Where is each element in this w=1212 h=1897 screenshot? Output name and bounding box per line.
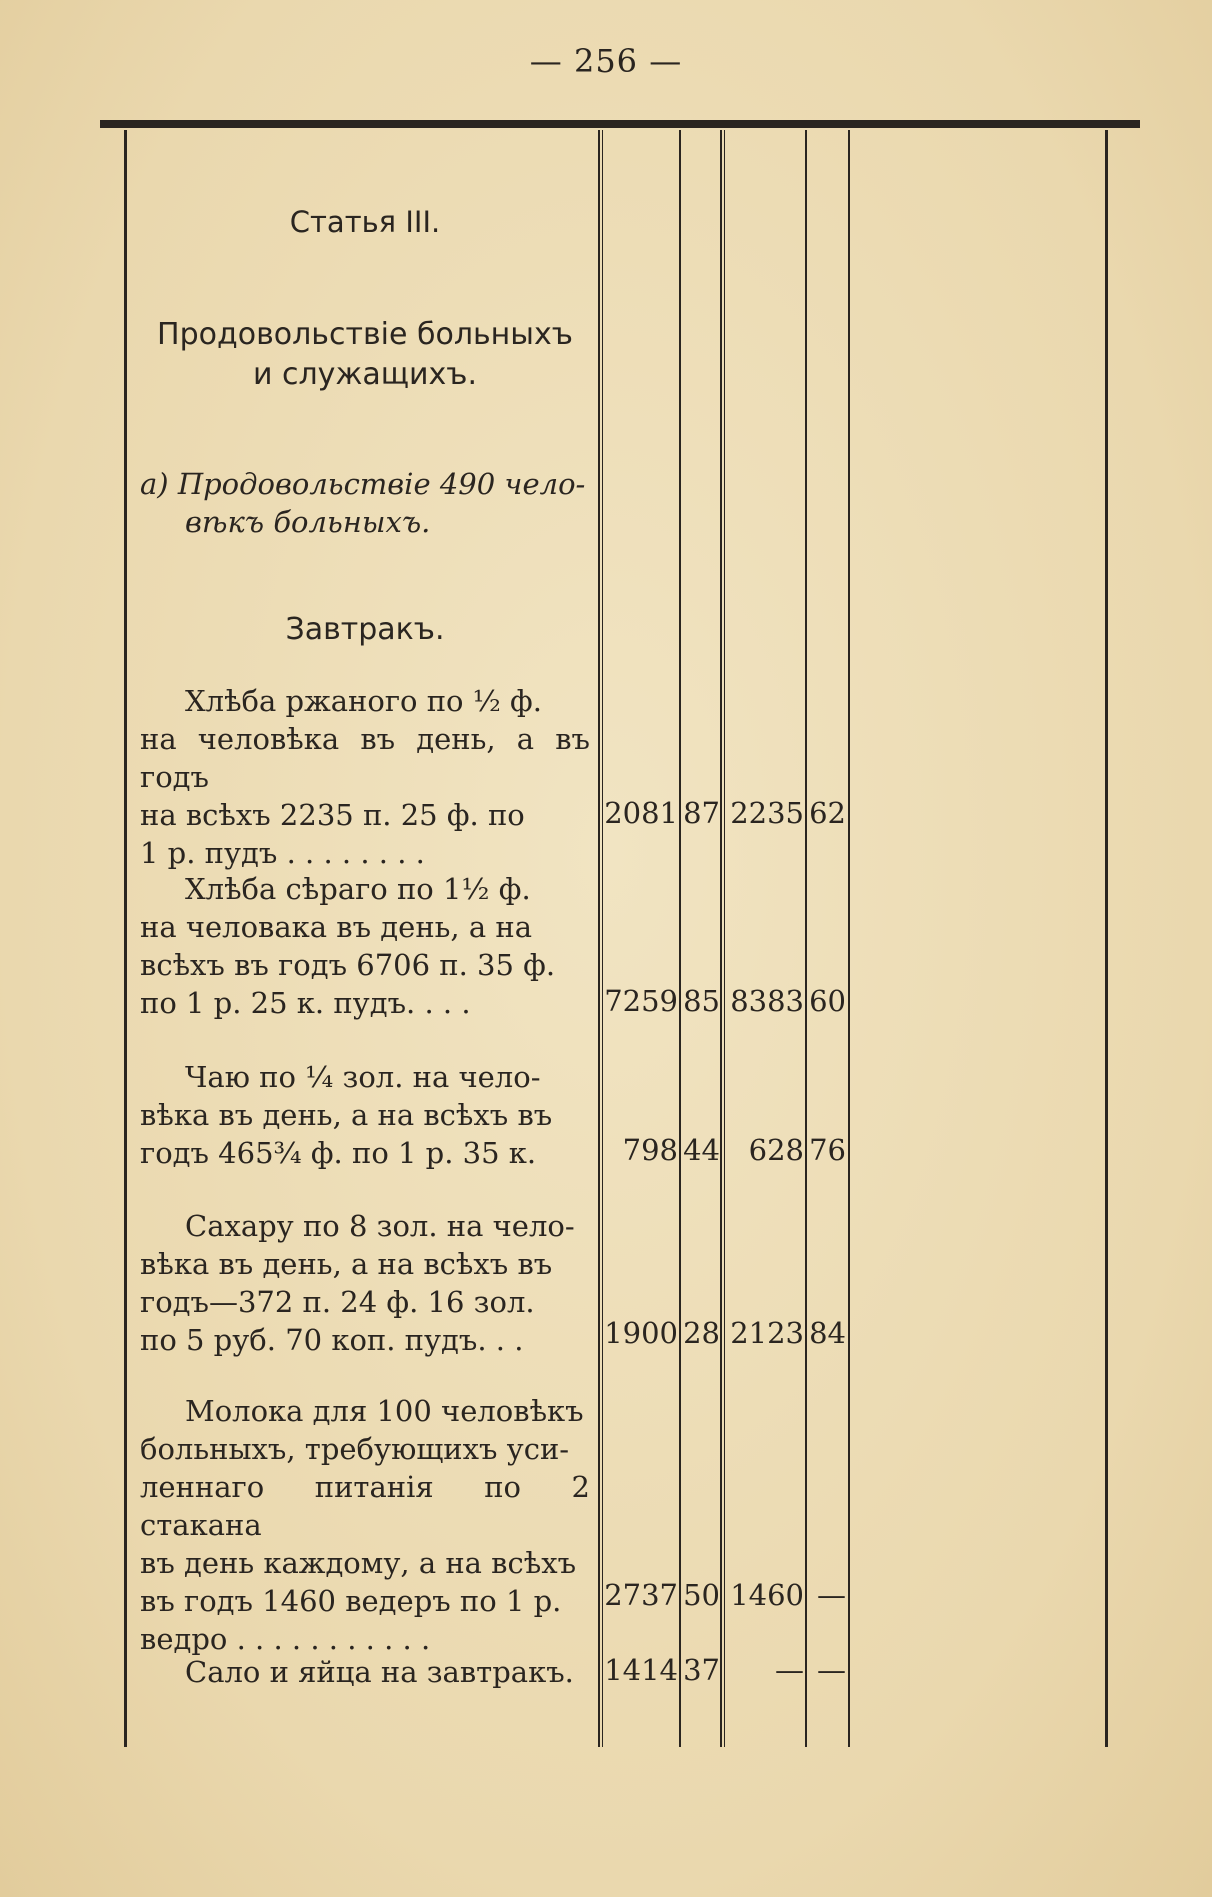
- column-rule-left: [124, 130, 127, 1747]
- amount-rub-1: 1900: [604, 1316, 678, 1350]
- amount-kop-1: 50: [683, 1578, 720, 1612]
- column-rule-rub1: [679, 130, 681, 1747]
- entry-line: на человака въ день, а на: [140, 910, 532, 944]
- entry-line: въ день каждому, а на всѣхъ: [140, 1546, 577, 1580]
- section-title-line2: и служащихъ.: [252, 357, 478, 392]
- column-rule-text: [598, 130, 600, 1747]
- entry-line: Чаю по ¼ зол. на чело-: [185, 1060, 541, 1094]
- subsection-line2: вѣкъ больныхъ.: [185, 505, 431, 539]
- entry-line: по 5 руб. 70 коп. пудъ. . .: [140, 1323, 524, 1357]
- amount-kop-2: 76: [809, 1133, 846, 1167]
- entry-line: годъ—372 п. 24 ф. 16 зол.: [140, 1285, 535, 1319]
- entry-milk: [140, 1392, 590, 1658]
- amount-rub-2: —: [775, 1653, 804, 1687]
- entry-line: на человѣка въ день, а въ годъ: [140, 722, 590, 794]
- entry-line: на всѣхъ 2235 п. 25 ф. по: [140, 798, 525, 832]
- entry-line: вѣка въ день, а на всѣхъ въ: [140, 1098, 553, 1132]
- amount-kop-2: —: [817, 1578, 846, 1612]
- entry-line: леннаго питанія по 2 стакана: [140, 1470, 590, 1542]
- amount-rub-2: 8383: [730, 984, 804, 1018]
- amount-kop-1: 44: [683, 1133, 720, 1167]
- amount-kop-1: 28: [683, 1316, 720, 1350]
- entry-lard-eggs: [140, 1653, 590, 1691]
- column-rule-kop1-double: [724, 130, 725, 1747]
- entry-line: Сахару по 8 зол. на чело-: [185, 1209, 575, 1243]
- meal-heading: Завтракъ.: [285, 612, 445, 647]
- amount-rub-2: 2123: [730, 1316, 804, 1350]
- amount-rub-1: 7259: [604, 984, 678, 1018]
- amount-kop-2: 62: [809, 796, 846, 830]
- amount-kop-1: 85: [683, 984, 720, 1018]
- entry-line: больныхъ, требующихъ уси-: [140, 1432, 570, 1466]
- column-rule-rub2: [805, 130, 807, 1747]
- entry-line: всѣхъ въ годъ 6706 п. 35 ф.: [140, 948, 556, 982]
- subsection-line1: а) Продовольствіе 490 чело-: [140, 467, 586, 501]
- entry-line: вѣка въ день, а на всѣхъ въ: [140, 1247, 553, 1281]
- entry-rye-bread: [140, 682, 590, 872]
- entry-sugar: [140, 1207, 590, 1359]
- entry-tea: [140, 1058, 590, 1172]
- entry-line: ведро . . . . . . . . . . .: [140, 1622, 431, 1656]
- amount-rub-1: 2081: [604, 796, 678, 830]
- entry-line: въ годъ 1460 ведеръ по 1 р.: [140, 1584, 562, 1618]
- amount-kop-1: 87: [683, 796, 720, 830]
- amount-rub-1: 1414: [604, 1653, 678, 1687]
- amount-kop-2: —: [817, 1653, 846, 1687]
- section-title-line1: Продовольствіе больныхъ: [157, 317, 573, 352]
- top-rule: [100, 120, 1140, 128]
- entry-line: Молока для 100 человѣкъ: [185, 1394, 584, 1428]
- amount-rub-2: 2235: [730, 796, 804, 830]
- entry-line: Хлѣба сѣраго по 1½ ф.: [185, 872, 531, 906]
- entry-line: Сало и яйца на завтракъ.: [185, 1655, 574, 1689]
- amount-rub-2: 1460: [730, 1578, 804, 1612]
- entry-grey-bread: [140, 870, 590, 1022]
- column-rule-text-double: [602, 130, 603, 1747]
- entry-line: Хлѣба ржаного по ½ ф.: [185, 684, 542, 718]
- amount-kop-2: 84: [809, 1316, 846, 1350]
- entry-line: по 1 р. 25 к. пудъ. . . .: [140, 986, 471, 1020]
- page-number: — 256 —: [529, 42, 683, 80]
- amount-rub-2: 628: [748, 1133, 804, 1167]
- column-rule-kop2: [848, 130, 850, 1747]
- column-rule-right: [1105, 130, 1108, 1747]
- amount-rub-1: 2737: [604, 1578, 678, 1612]
- amount-kop-1: 37: [683, 1653, 720, 1687]
- amount-rub-1: 798: [622, 1133, 678, 1167]
- column-rule-kop1: [720, 130, 722, 1747]
- entry-line: 1 р. пудъ . . . . . . . .: [140, 836, 425, 870]
- amount-kop-2: 60: [809, 984, 846, 1018]
- entry-line: годъ 465¾ ф. по 1 р. 35 к.: [140, 1136, 537, 1170]
- article-title: Статья III.: [289, 205, 441, 239]
